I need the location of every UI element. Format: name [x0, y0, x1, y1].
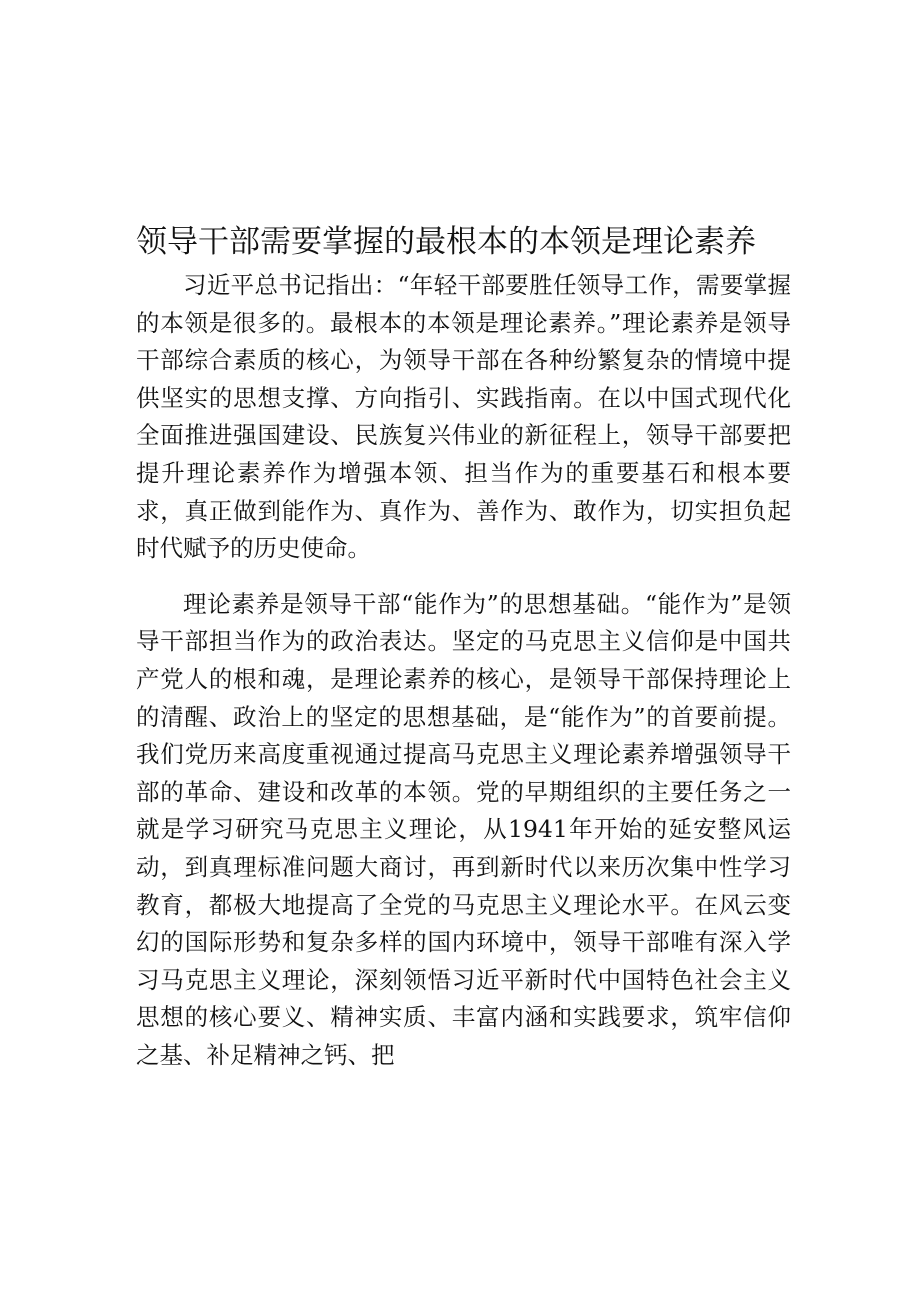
- paragraph-2: 理论素养是领导干部“能作为”的思想基础。“能作为”是领导干部担当作为的政治表达。坚定的马克思主义信仰是中国共产党人的根和魂，是理论素养的核心，是领导干部保持理论上的清醒、政治上的坚定的思想基础，是“能作为”的首要前提。我们党历来高度重视通过提高马克思主义理论素养增强领导干部的革命、建设和改革的本领。党的早期组织的主要任务之一就是学习研究马克思主义理论，从1941年开始的延安整风运动，到真理标准问题大商讨，再到新时代以来历次集中性学习教育，都极大地提高了全党的马克思主义理论水平。在风云变幻的国际形势和复杂多样的国内环境中，领导干部唯有深入学习马克思主义理论，深刻领悟习近平新时代中国特色社会主义思想的核心要义、精神实质、丰富内涵和实践要求，筑牢信仰之基、补足精神之钙、把: [136, 589, 791, 1069]
- article-title: 领导干部需要掌握的最根本的本领是理论素养: [136, 224, 756, 260]
- article-body: [136, 267, 791, 1074]
- paragraph-1: 习近平总书记指出：“年轻干部要胜任领导工作，需要掌握的本领是很多的。最根本的本领是理论素养。”理论素养是领导干部综合素质的核心，为领导干部在各种纷繁复杂的情境中提供坚实的思想支撑、方向指引、实践指南。在以中国式现代化全面推进强国建设、民族复兴伟业的新征程上，领导干部要把提升理论素养作为增强本领、担当作为的重要基石和根本要求，真正做到能作为、真作为、善作为、敢作为，切实担负起时代赋予的历史使命。: [136, 271, 791, 563]
